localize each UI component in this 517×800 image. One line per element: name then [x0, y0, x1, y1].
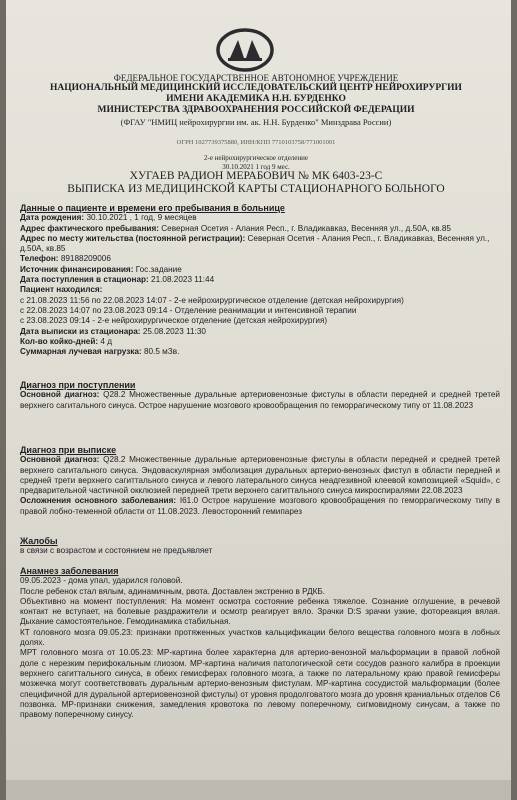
anamnesis-line-5: МРТ головного мозга от 10.05.23: МР-картина более характерна для артерио-венозной мальформации в правой лобной доле с нерезким перифокальным глиозом. МР-картина наличия патологической сети сосудов разного калибра в проекции верхнего сагиттального синуса, в обеих гемисферах головного мозга, а также по латеральному краю правой гемисферы мозжечка могут соответствовать дуральным артерио-венозным фистулам. МР-картина сосудистой мальформации (более специфичной для дуральной артериовенозной фистулы) от уровня продолговатого мозга до уровня краниальных отделов С6 позвонка. МР-признаки снижения, замедления кровотока по левому поперечному, сигмовидному синусам, а также по правому поперечному синусу. [20, 648, 500, 720]
anamnesis-line-2: После ребенок стал вялым, адинамичным, рвота. Доставлен экстренно в РДКБ. [20, 586, 326, 596]
header-line-2: НАЦИОНАЛЬНЫЙ МЕДИЦИНСКИЙ ИССЛЕДОВАТЕЛЬСКИЙ ЦЕНТР НЕЙРОХИРУРГИИ [50, 83, 462, 93]
header-line-3: ИМЕНИ АКАДЕМИКА Н.Н. БУРДЕНКО [166, 94, 346, 104]
admission-diagnosis-section [20, 380, 500, 411]
fin-value: Гос.задание [135, 264, 182, 274]
dose-value: 80.5 мЗв. [143, 347, 180, 357]
stay-1: с 21.08.2023 11:56 по 22.08.2023 14:07 - 2-е нейрохирургическое отделение (детская нейрохирургия) [20, 295, 404, 305]
addr-fact-label: Адрес фактического пребывания: [20, 223, 159, 233]
beddays-value: 4 д [100, 336, 113, 346]
discharge-value: 25.08.2023 11:30 [142, 326, 206, 336]
header-line-5: (ФГАУ "НМИЦ нейрохирургии им. ак. Н.Н. Бурденко" Минздрава России) [120, 117, 392, 127]
page-bottom-edge [6, 780, 511, 800]
section-title: Данные о пациенте и времени его пребывания в больнице [20, 203, 285, 213]
complaints-section [20, 536, 500, 557]
discharge-main-label: Основной диагноз: [20, 455, 100, 465]
admission-diagnosis-title: Диагноз при поступлении [20, 380, 136, 390]
admission-main-value: Q28.2 Множественные дуральные артериовенозные фистулы в области передней и средней третей верхнего сагитального синуса. Острое нарушение мозгового кровообращения по геморрагическому типу от 11.08.2023 [20, 390, 500, 410]
anamnesis-line-3: Объективно на момент поступления: На момент осмотра состояние ребенка тяжелое. Сознание оглушение, в речевой контакт не вступает, на болевые раздражители и осмотр реагирует вяло. Зрачки D:S зрачки узкие, фотореакция вялая. Дыхание самостоятельное. Гемодинамика стабильная. [20, 596, 500, 627]
addr-fact-value: Северная Осетия - Алания Респ., г. Владикавказ, Весенняя ул., д.50А, кв.85 [161, 223, 451, 233]
beddays-label: Кол-во койко-дней: [20, 336, 99, 346]
document-title: ВЫПИСКА ИЗ МЕДИЦИНСКОЙ КАРТЫ СТАЦИОНАРНОГО БОЛЬНОГО [67, 183, 445, 195]
header-line-4: МИНИСТЕРСТВА ЗДРАВООХРАНЕНИЯ РОССИЙСКОЙ ФЕДЕРАЦИИ [97, 105, 415, 115]
birth-info: 30.10.2021 1 год 9 мес. [222, 163, 290, 171]
fin-label: Источник финансирования: [20, 264, 134, 274]
anamnesis-line-1: 09.05.2023 - дома упал, ударился головой. [20, 576, 183, 586]
admit-value: 21.08.2023 11:44 [151, 275, 215, 285]
document-page [6, 0, 511, 800]
patient-title: ХУГАЕВ РАДИОН МЕРАБОВИЧ № МК 6403-23-С [129, 170, 383, 182]
phone-value: 89188209006 [60, 254, 111, 264]
dob-label: Дата рождения: [20, 213, 85, 223]
department: 2-е нейрохирургическое отделение [203, 154, 309, 162]
anamnesis-title: Анамнез заболевания [20, 566, 119, 576]
admission-main-label: Основной диагноз: [20, 390, 100, 400]
addr-reg-value: Северная Осетия - Алания Респ., г. Владикавказ, Весенняя ул., д.50А, кв.85 [20, 233, 490, 254]
discharge-diagnosis-section [20, 445, 500, 517]
discharge-main-value: Q28.2 Множественные дуральные артериовенозные фистулы в области передней и средней третей верхнего сагитального синуса. Эндоваскулярная эмболизация дуральных артерио-венозных фистул в области передней и средней трети верхнего сагиттального синуса и левого латерального синуса неадгезивной клеевой композицией «Squid», с предварительной частичной окклюзией передней трети верхнего сагиттального синуса микроспиралями 22.08.2023 [20, 455, 500, 496]
institution-logo [216, 28, 274, 72]
located-label: Пациент находился: [20, 285, 103, 295]
complaints-text: в связи с возрастом и состоянием не предъявляет [20, 546, 213, 556]
dob-value: 30.10.2021 , 1 год, 9 месяцев [86, 213, 197, 223]
patient-info-section [20, 203, 500, 357]
discharge-label: Дата выписки из стационара: [20, 326, 141, 336]
stay-3: с 23.08.2023 09:14 - 2-е нейрохирургическое отделение (детская нейрохирургия) [20, 316, 328, 326]
dose-label: Суммарная лучевая нагрузка: [20, 347, 142, 357]
phone-label: Телефон: [20, 254, 59, 264]
discharge-diagnosis-title: Диагноз при выписке [20, 445, 117, 455]
header-line-1: ФЕДЕРАЛЬНОЕ ГОСУДАРСТВЕННОЕ АВТОНОМНОЕ УЧРЕЖДЕНИЕ [113, 73, 399, 83]
complication-label: Осложнения основного заболевания: [20, 496, 177, 506]
admit-label: Дата поступления в стационар: [20, 275, 149, 285]
complaints-title: Жалобы [20, 536, 58, 546]
complication-value: I61.0 Острое нарушение мозгового кровообращения по геморрагическому типу в правой лобно-теменной области от 11.08.2023. Левосторонний гемипарез [20, 496, 501, 516]
addr-reg-label: Адрес по месту жительства (постоянной регистрации): [20, 233, 246, 243]
anamnesis-section [20, 566, 500, 720]
anamnesis-line-4: КТ головного мозга 09.05.23: признаки протяженных участков кальцификации белого вещества головного мозга в лобных долях. [20, 627, 500, 648]
stay-2: с 22.08.2023 14:07 по 23.08.2023 09:14 - Отделение реанимации и интенсивной терапии [20, 305, 357, 315]
header-codes: ОГРН 1027739375880, ИНН/КПП 7710103758/771001001 [176, 139, 336, 146]
